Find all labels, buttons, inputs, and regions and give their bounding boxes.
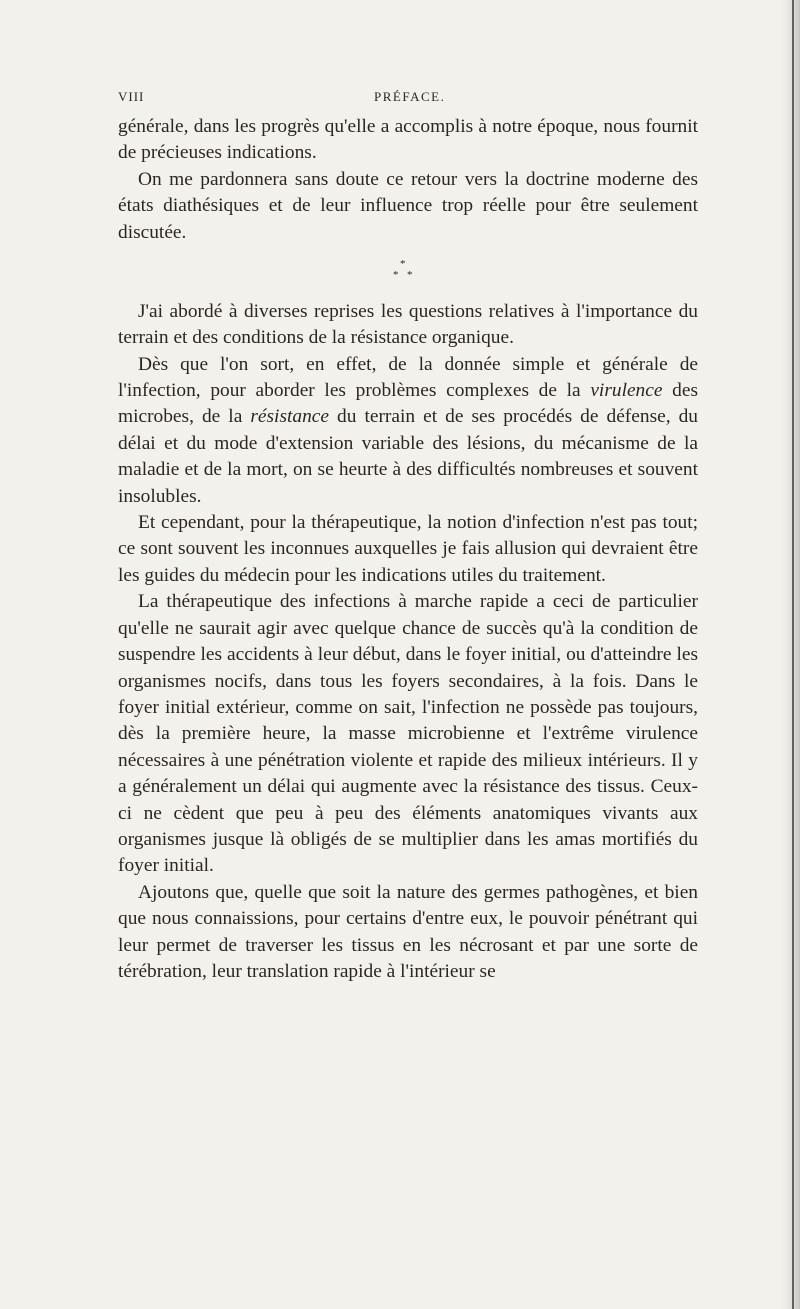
paragraph: Et cependant, pour la thérapeutique, la notion d'infection n'est pas tout; ce sont souvent les inconnues auxquelles je fais allusion qui devraient être les guides du médecin pour les indications utiles du traitement. <box>118 512 698 586</box>
paragraph: J'ai abordé à diverses reprises les questions relatives à l'importance du terrain et des conditions de la résistance organique. <box>118 300 698 349</box>
emphasis-virulence: virulence <box>590 380 663 402</box>
page-number: VIII <box>118 89 145 104</box>
asterisk: * <box>400 258 406 271</box>
text-run: Dès que l'on sort, en effet, de la donnée simple et générale de l'infection, pour aborder les problèmes complexes de la <box>118 353 698 402</box>
asterisk: * <box>407 269 413 282</box>
paragraph: Ajoutons que, quelle que soit la nature des germes pathogènes, et bien que nous connaissions, pour certains d'entre eux, le pouvoir pénétrant qui leur permet de traverser les tissus en les nécrosant et par une sorte de térébration, leur translation rapide à l'intérieur se <box>118 881 698 982</box>
body-text <box>118 114 698 985</box>
emphasis-resistance: résistance <box>250 406 329 428</box>
running-head <box>118 89 698 109</box>
paragraph <box>118 352 698 510</box>
running-title: PRÉFACE. <box>374 89 446 104</box>
paragraph: La thérapeutique des infections à marche rapide a ceci de particulier qu'elle ne saurait agir avec quelque chance de succès qu'à la condition de suspendre les accidents à leur début, dans le foyer initial, ou d'atteindre les organismes nocifs, dans tous les foyers secondaires, à la fois. Dans le foyer initial extérieur, comme on sait, l'infection ne possède pas toujours, dès la première heure, la masse microbienne et l'extrême virulence nécessaires à une pénétration violente et rapide des milieux intérieurs. Il y a généralement un délai qui augmente avec la résistance des tissus. Ceux-ci ne cèdent que peu à peu des éléments anatomiques vivants aux organismes jusque là obligés de se multiplier dans les amas mortifiés du foyer initial. <box>118 591 698 877</box>
page-edge-shadow <box>782 0 800 1309</box>
asterisk: * <box>393 269 399 282</box>
paragraph: générale, dans les progrès qu'elle a accomplis à notre époque, nous fournit de précieuses indications. <box>118 116 698 164</box>
text-run: des microbes, de la <box>118 380 698 428</box>
section-break-asterism <box>118 246 698 299</box>
page-edge-line <box>792 0 794 1309</box>
text-run: du terrain et de ses procédés de défense, du délai et du mode d'extension variable des lésions, du mécanisme de la maladie et de la mort, on se heurte à des difficultés nombreuses et souvent insolubles. <box>118 406 699 507</box>
paragraph: On me pardonnera sans doute ce retour vers la doctrine moderne des états diathésiques et de leur influence trop réelle pour être seulement discutée. <box>118 168 698 243</box>
